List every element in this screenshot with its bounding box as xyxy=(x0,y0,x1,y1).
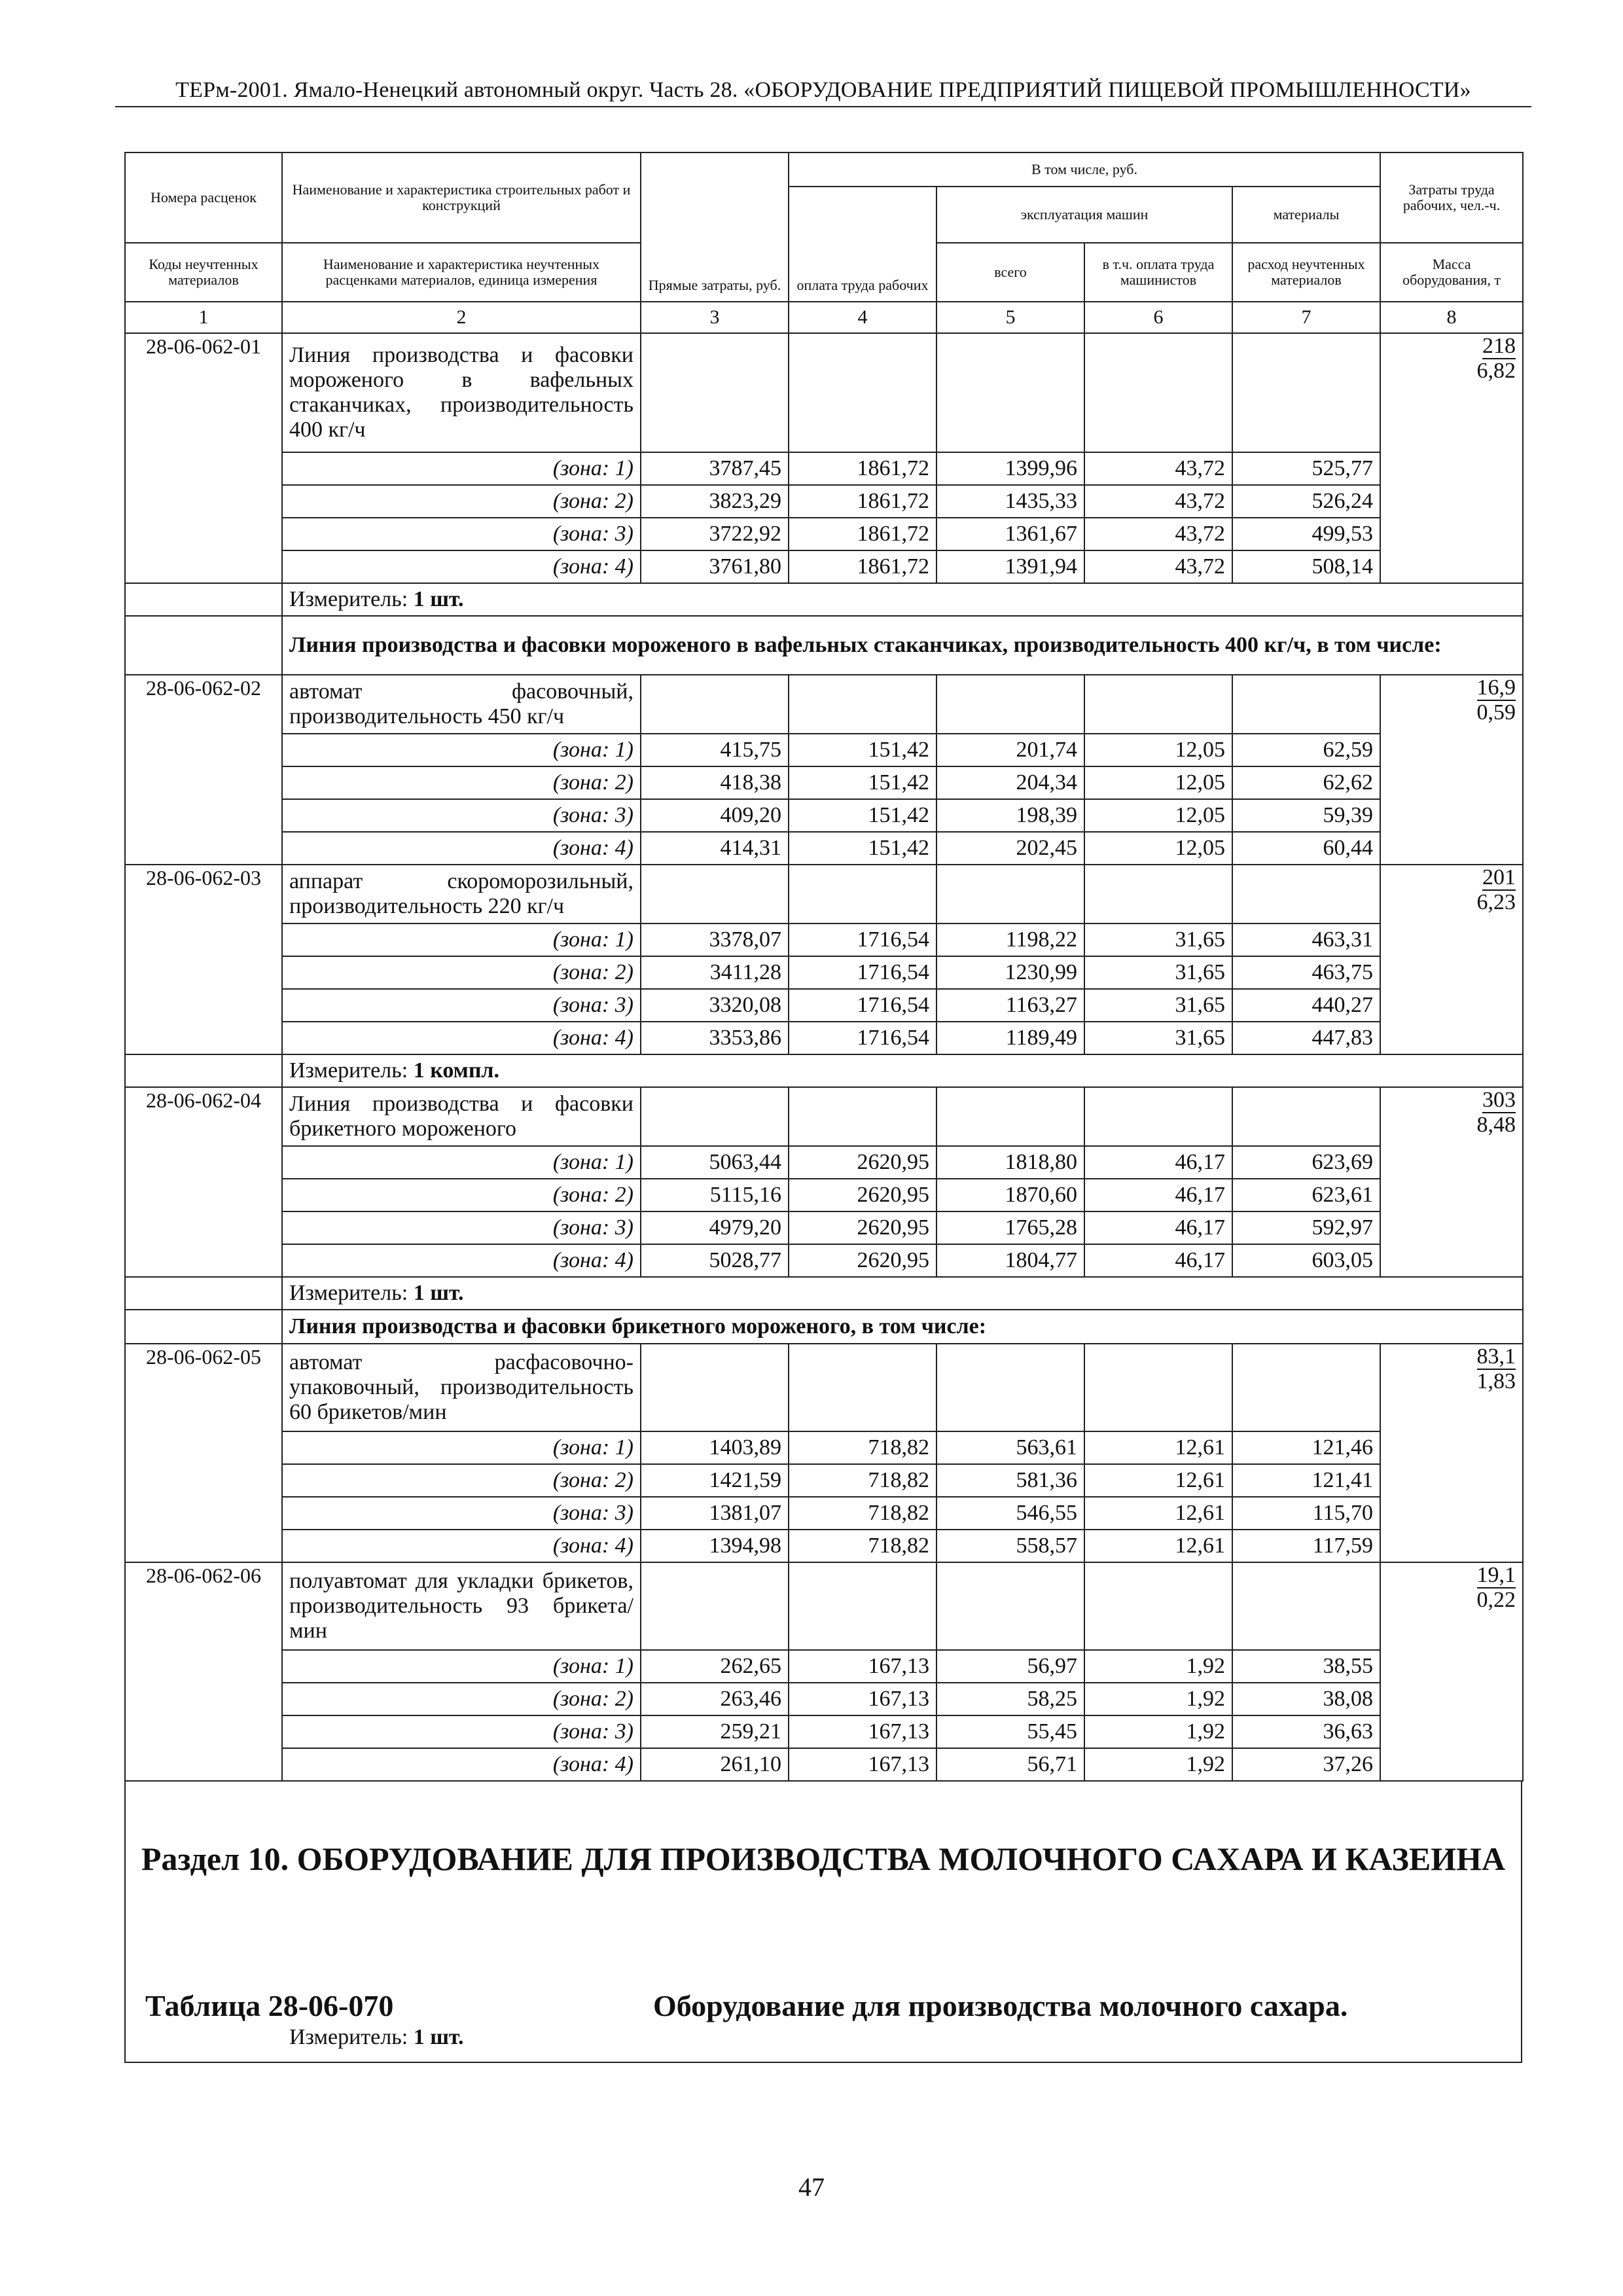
cost-value: 463,75 xyxy=(1232,956,1380,989)
zone-label: (зона: 4) xyxy=(282,1748,641,1781)
col5-header: всего xyxy=(936,243,1084,302)
col2-header: Наименование и характеристика строительных работ и конструкций xyxy=(282,152,641,243)
col-number: 4 xyxy=(789,302,936,333)
empty-cell xyxy=(1084,675,1232,734)
empty-cell xyxy=(789,675,936,734)
col2-subheader: Наименование и характеристика неучтенных расценками материалов, единица измерения xyxy=(282,243,641,302)
cost-value: 1421,59 xyxy=(641,1464,789,1497)
zone-row xyxy=(125,1683,1523,1715)
zone-label: (зона: 2) xyxy=(282,766,641,799)
rate-description: автомат расфасовочно-упаковочный, производительность 60 брикетов/мин xyxy=(282,1344,641,1431)
labor-mass xyxy=(1380,1344,1523,1562)
labor-value: 19,1 xyxy=(1476,1563,1516,1587)
zone-row xyxy=(125,832,1523,865)
zone-row xyxy=(125,1530,1523,1562)
empty-cell xyxy=(936,675,1084,734)
cost-value: 2620,95 xyxy=(789,1179,936,1211)
cost-value: 62,62 xyxy=(1232,766,1380,799)
cost-value: 1,92 xyxy=(1084,1650,1232,1683)
rate-header-row xyxy=(125,675,1523,734)
cost-value: 3722,92 xyxy=(641,518,789,550)
cost-value: 1435,33 xyxy=(936,485,1084,518)
cost-value: 261,10 xyxy=(641,1748,789,1781)
cost-value: 1,92 xyxy=(1084,1715,1232,1748)
col-number: 7 xyxy=(1232,302,1380,333)
cost-value: 31,65 xyxy=(1084,989,1232,1022)
cost-value: 12,05 xyxy=(1084,832,1232,865)
empty-cell xyxy=(1232,675,1380,734)
cost-value: 1391,94 xyxy=(936,550,1084,583)
cost-value: 5115,16 xyxy=(641,1179,789,1211)
empty-cell xyxy=(936,1562,1084,1650)
cost-value: 43,72 xyxy=(1084,550,1232,583)
cost-value: 4979,20 xyxy=(641,1211,789,1244)
rate-header-row xyxy=(125,865,1523,924)
zone-row xyxy=(125,924,1523,956)
group-header: В том числе, руб. xyxy=(789,152,1380,187)
cost-value: 546,55 xyxy=(936,1497,1084,1530)
zone-label: (зона: 4) xyxy=(282,1022,641,1054)
col8-subheader: Масса оборудования, т xyxy=(1380,243,1523,302)
col-number: 6 xyxy=(1084,302,1232,333)
cost-value: 3761,80 xyxy=(641,550,789,583)
zone-row xyxy=(125,1715,1523,1748)
cost-value: 12,61 xyxy=(1084,1530,1232,1562)
zone-label: (зона: 4) xyxy=(282,1530,641,1562)
cost-value: 167,13 xyxy=(789,1748,936,1781)
zone-row xyxy=(125,734,1523,766)
cost-value: 3411,28 xyxy=(641,956,789,989)
cost-value: 1716,54 xyxy=(789,1022,936,1054)
empty-cell xyxy=(125,583,282,616)
empty-cell xyxy=(1084,1344,1232,1431)
empty-cell xyxy=(789,1087,936,1146)
cost-value: 623,61 xyxy=(1232,1179,1380,1211)
cost-value: 440,27 xyxy=(1232,989,1380,1022)
cost-value: 447,83 xyxy=(1232,1022,1380,1054)
cost-value: 1804,77 xyxy=(936,1244,1084,1277)
cost-value: 38,08 xyxy=(1232,1683,1380,1715)
col-number: 1 xyxy=(125,302,282,333)
empty-cell xyxy=(789,1344,936,1431)
rate-description: автомат фасовочный, производительность 450 кг/ч xyxy=(282,675,641,734)
zone-row xyxy=(125,799,1523,832)
zone-label: (зона: 3) xyxy=(282,1715,641,1748)
empty-cell xyxy=(641,1344,789,1431)
cost-value: 623,69 xyxy=(1232,1146,1380,1179)
zone-row xyxy=(125,452,1523,485)
empty-cell xyxy=(789,333,936,452)
zone-label: (зона: 2) xyxy=(282,956,641,989)
zone-row xyxy=(125,550,1523,583)
cost-value: 1765,28 xyxy=(936,1211,1084,1244)
running-header: ТЕРм-2001. Ямало-Ненецкий автономный округ. Часть 28. «ОБОРУДОВАНИЕ ПРЕДПРИЯТИЙ ПИЩЕВОЙ ПРОМЫШЛЕННОСТИ» xyxy=(175,78,1471,102)
unit-value: 1 компл. xyxy=(413,1058,500,1083)
cost-value: 1403,89 xyxy=(641,1431,789,1464)
col8-header: Затраты труда рабочих, чел.-ч. xyxy=(1380,152,1523,243)
zone-row xyxy=(125,1146,1523,1179)
zone-label: (зона: 1) xyxy=(282,924,641,956)
labor-mass xyxy=(1380,1562,1523,1781)
cost-value: 718,82 xyxy=(789,1431,936,1464)
cost-value: 60,44 xyxy=(1232,832,1380,865)
zone-row xyxy=(125,956,1523,989)
cost-value: 43,72 xyxy=(1084,485,1232,518)
col6-header: в т.ч. оплата труда машинистов xyxy=(1084,243,1232,302)
zone-label: (зона: 2) xyxy=(282,1464,641,1497)
cost-value: 499,53 xyxy=(1232,518,1380,550)
rate-code: 28-06-062-05 xyxy=(125,1344,282,1562)
empty-cell xyxy=(641,1562,789,1650)
cost-value: 46,17 xyxy=(1084,1244,1232,1277)
cost-value: 55,45 xyxy=(936,1715,1084,1748)
cost-value: 202,45 xyxy=(936,832,1084,865)
group-title: Линия производства и фасовки брикетного мороженого, в том числе: xyxy=(282,1310,1523,1344)
cost-value: 12,05 xyxy=(1084,766,1232,799)
cost-value: 46,17 xyxy=(1084,1179,1232,1211)
empty-cell xyxy=(641,675,789,734)
labor-mass xyxy=(1380,675,1523,865)
cost-value: 1189,49 xyxy=(936,1022,1084,1054)
empty-cell xyxy=(125,616,282,675)
rate-code: 28-06-062-02 xyxy=(125,675,282,865)
cost-value: 1381,07 xyxy=(641,1497,789,1530)
rates-table xyxy=(124,152,1524,1782)
table-title: Оборудование для производства молочного сахара. xyxy=(653,1989,1348,2022)
cost-value: 12,05 xyxy=(1084,799,1232,832)
col-number: 5 xyxy=(936,302,1084,333)
cost-value: 1716,54 xyxy=(789,924,936,956)
cost-value: 151,42 xyxy=(789,799,936,832)
cost-value: 718,82 xyxy=(789,1530,936,1562)
group-row xyxy=(125,1310,1523,1344)
empty-cell xyxy=(1084,1087,1232,1146)
zone-label: (зона: 1) xyxy=(282,1146,641,1179)
unit-row xyxy=(125,1277,1523,1310)
zone-label: (зона: 1) xyxy=(282,734,641,766)
empty-cell xyxy=(1232,1562,1380,1650)
col3-header: Прямые затраты, руб. xyxy=(641,152,789,302)
empty-cell xyxy=(1084,1562,1232,1650)
cost-value: 3320,08 xyxy=(641,989,789,1022)
cost-value: 1394,98 xyxy=(641,1530,789,1562)
empty-cell xyxy=(641,1087,789,1146)
labor-mass xyxy=(1380,1087,1523,1277)
cost-value: 2620,95 xyxy=(789,1146,936,1179)
zone-row xyxy=(125,1022,1523,1054)
rate-header-row xyxy=(125,333,1523,452)
mass-value: 0,59 xyxy=(1476,700,1516,725)
cost-value: 1,92 xyxy=(1084,1683,1232,1715)
cost-value: 558,57 xyxy=(936,1530,1084,1562)
col-number: 3 xyxy=(641,302,789,333)
zone-label: (зона: 3) xyxy=(282,989,641,1022)
unit-label: Измеритель: xyxy=(289,2025,408,2049)
rate-description: Линия производства и фасовки брикетного мороженого xyxy=(282,1087,641,1146)
cost-value: 62,59 xyxy=(1232,734,1380,766)
cost-value: 31,65 xyxy=(1084,956,1232,989)
rate-code: 28-06-062-01 xyxy=(125,333,282,583)
zone-label: (зона: 4) xyxy=(282,550,641,583)
mass-value: 8,48 xyxy=(1476,1113,1516,1137)
unit-value: 1 шт. xyxy=(413,1281,464,1305)
cost-value: 259,21 xyxy=(641,1715,789,1748)
cost-value: 508,14 xyxy=(1232,550,1380,583)
cost-value: 43,72 xyxy=(1084,518,1232,550)
unit-row xyxy=(125,1054,1523,1087)
cost-value: 31,65 xyxy=(1084,924,1232,956)
cost-value: 2620,95 xyxy=(789,1244,936,1277)
unit-value: 1 шт. xyxy=(413,587,464,611)
cost-value: 151,42 xyxy=(789,832,936,865)
empty-cell xyxy=(936,865,1084,924)
table-unit xyxy=(289,2025,464,2050)
cost-value: 1870,60 xyxy=(936,1179,1084,1211)
table-id: Таблица 28-06-070 xyxy=(145,1989,394,2022)
zone-label: (зона: 1) xyxy=(282,1431,641,1464)
zone-row xyxy=(125,989,1523,1022)
cost-value: 2620,95 xyxy=(789,1211,936,1244)
zone-row xyxy=(125,1431,1523,1464)
cost-value: 3823,29 xyxy=(641,485,789,518)
zone-row xyxy=(125,1244,1523,1277)
cost-value: 12,61 xyxy=(1084,1464,1232,1497)
cost-value: 718,82 xyxy=(789,1464,936,1497)
cost-value: 581,36 xyxy=(936,1464,1084,1497)
rate-code: 28-06-062-06 xyxy=(125,1562,282,1781)
cost-value: 151,42 xyxy=(789,734,936,766)
unit-label: Измеритель: xyxy=(289,1058,408,1083)
cost-value: 1861,72 xyxy=(789,550,936,583)
cost-value: 263,46 xyxy=(641,1683,789,1715)
cost-value: 718,82 xyxy=(789,1497,936,1530)
zone-row xyxy=(125,1464,1523,1497)
mass-value: 1,83 xyxy=(1476,1369,1516,1393)
cost-value: 463,31 xyxy=(1232,924,1380,956)
cost-value: 46,17 xyxy=(1084,1146,1232,1179)
cost-value: 5063,44 xyxy=(641,1146,789,1179)
rate-header-row xyxy=(125,1344,1523,1431)
rate-description: аппарат скороморозильный, производительность 220 кг/ч xyxy=(282,865,641,924)
zone-label: (зона: 3) xyxy=(282,518,641,550)
empty-cell xyxy=(936,1344,1084,1431)
section-title: Раздел 10. ОБОРУДОВАНИЕ ДЛЯ ПРОИЗВОДСТВА МОЛОЧНОГО САХАРА И КАЗЕИНА xyxy=(141,1840,1506,1877)
col1-header: Номера расценок xyxy=(125,152,282,243)
cost-value: 3378,07 xyxy=(641,924,789,956)
cost-value: 38,55 xyxy=(1232,1650,1380,1683)
cost-value: 12,61 xyxy=(1084,1497,1232,1530)
cost-value: 409,20 xyxy=(641,799,789,832)
col1-subheader: Коды неучтенных материалов xyxy=(125,243,282,302)
cost-value: 1361,67 xyxy=(936,518,1084,550)
empty-cell xyxy=(936,1087,1084,1146)
zone-row xyxy=(125,518,1523,550)
zone-row xyxy=(125,1497,1523,1530)
cost-value: 151,42 xyxy=(789,766,936,799)
empty-cell xyxy=(789,1562,936,1650)
cost-value: 525,77 xyxy=(1232,452,1380,485)
unit-value: 1 шт. xyxy=(413,2025,464,2049)
mass-value: 6,82 xyxy=(1476,359,1516,383)
empty-cell xyxy=(641,333,789,452)
cost-value: 1861,72 xyxy=(789,485,936,518)
cost-value: 1230,99 xyxy=(936,956,1084,989)
page-number: 47 xyxy=(798,2172,825,2202)
machines-header: эксплуатация машин xyxy=(936,187,1232,243)
cost-value: 198,39 xyxy=(936,799,1084,832)
zone-label: (зона: 1) xyxy=(282,452,641,485)
empty-cell xyxy=(1232,1344,1380,1431)
empty-cell xyxy=(1232,1087,1380,1146)
zone-label: (зона: 2) xyxy=(282,1179,641,1211)
unit-cell xyxy=(282,583,1523,616)
rate-code: 28-06-062-03 xyxy=(125,865,282,1054)
cost-value: 58,25 xyxy=(936,1683,1084,1715)
unit-cell xyxy=(282,1054,1523,1087)
cost-value: 526,24 xyxy=(1232,485,1380,518)
empty-cell xyxy=(1084,865,1232,924)
cost-value: 5028,77 xyxy=(641,1244,789,1277)
cost-value: 115,70 xyxy=(1232,1497,1380,1530)
cost-value: 121,41 xyxy=(1232,1464,1380,1497)
cost-value: 167,13 xyxy=(789,1715,936,1748)
labor-value: 303 xyxy=(1482,1088,1516,1112)
cost-value: 56,97 xyxy=(936,1650,1084,1683)
zone-label: (зона: 2) xyxy=(282,1683,641,1715)
materials-header: материалы xyxy=(1232,187,1380,243)
unit-label: Измеритель: xyxy=(289,587,408,611)
empty-cell xyxy=(1232,865,1380,924)
mass-value: 0,22 xyxy=(1476,1588,1516,1612)
cost-value: 414,31 xyxy=(641,832,789,865)
cost-value: 12,05 xyxy=(1084,734,1232,766)
cost-value: 1716,54 xyxy=(789,956,936,989)
unit-cell xyxy=(282,1277,1523,1310)
cost-value: 37,26 xyxy=(1232,1748,1380,1781)
rate-code: 28-06-062-04 xyxy=(125,1087,282,1277)
empty-cell xyxy=(936,333,1084,452)
zone-label: (зона: 3) xyxy=(282,1211,641,1244)
cost-value: 56,71 xyxy=(936,1748,1084,1781)
cost-value: 1818,80 xyxy=(936,1146,1084,1179)
cost-value: 167,13 xyxy=(789,1650,936,1683)
cost-value: 167,13 xyxy=(789,1683,936,1715)
zone-label: (зона: 2) xyxy=(282,485,641,518)
zone-row xyxy=(125,1650,1523,1683)
cost-value: 3353,86 xyxy=(641,1022,789,1054)
rate-header-row xyxy=(125,1087,1523,1146)
cost-value: 204,34 xyxy=(936,766,1084,799)
cost-value: 1,92 xyxy=(1084,1748,1232,1781)
section-box xyxy=(124,1782,1522,2063)
cost-value: 43,72 xyxy=(1084,452,1232,485)
cost-value: 1861,72 xyxy=(789,452,936,485)
cost-value: 1163,27 xyxy=(936,989,1084,1022)
cost-value: 12,61 xyxy=(1084,1431,1232,1464)
empty-cell xyxy=(1084,333,1232,452)
cost-value: 1399,96 xyxy=(936,452,1084,485)
rate-header-row xyxy=(125,1562,1523,1650)
empty-cell xyxy=(1232,333,1380,452)
cost-value: 1716,54 xyxy=(789,989,936,1022)
labor-value: 201 xyxy=(1482,865,1516,889)
zone-row xyxy=(125,766,1523,799)
zone-row xyxy=(125,1179,1523,1211)
cost-value: 46,17 xyxy=(1084,1211,1232,1244)
cost-value: 262,65 xyxy=(641,1650,789,1683)
cost-value: 3787,45 xyxy=(641,452,789,485)
cost-value: 1861,72 xyxy=(789,518,936,550)
zone-row xyxy=(125,1748,1523,1781)
mass-value: 6,23 xyxy=(1476,890,1516,914)
cost-value: 117,59 xyxy=(1232,1530,1380,1562)
col4-header: оплата труда рабочих xyxy=(789,187,936,302)
labor-mass xyxy=(1380,865,1523,1054)
zone-label: (зона: 3) xyxy=(282,799,641,832)
zone-row xyxy=(125,485,1523,518)
cost-value: 592,97 xyxy=(1232,1211,1380,1244)
cost-value: 415,75 xyxy=(641,734,789,766)
rate-description: полуавтомат для укладки брикетов, производительность 93 брикета/мин xyxy=(282,1562,641,1650)
cost-value: 603,05 xyxy=(1232,1244,1380,1277)
zone-label: (зона: 4) xyxy=(282,1244,641,1277)
cost-value: 36,63 xyxy=(1232,1715,1380,1748)
zone-label: (зона: 3) xyxy=(282,1497,641,1530)
labor-value: 218 xyxy=(1482,334,1516,358)
col-number: 2 xyxy=(282,302,641,333)
labor-value: 16,9 xyxy=(1476,675,1516,700)
cost-value: 1198,22 xyxy=(936,924,1084,956)
col7-header: расход неучтенных материалов xyxy=(1232,243,1380,302)
unit-label: Измеритель: xyxy=(289,1281,408,1305)
header-rule xyxy=(115,106,1531,107)
group-row xyxy=(125,616,1523,675)
unit-row xyxy=(125,583,1523,616)
col-number: 8 xyxy=(1380,302,1523,333)
cost-value: 31,65 xyxy=(1084,1022,1232,1054)
rate-description: Линия производства и фасовки мороженого в вафельных стаканчиках, производительность 400 кг/ч xyxy=(282,333,641,452)
cost-value: 121,46 xyxy=(1232,1431,1380,1464)
empty-cell xyxy=(125,1277,282,1310)
empty-cell xyxy=(641,865,789,924)
labor-mass xyxy=(1380,333,1523,583)
cost-value: 201,74 xyxy=(936,734,1084,766)
empty-cell xyxy=(125,1054,282,1087)
cost-value: 59,39 xyxy=(1232,799,1380,832)
empty-cell xyxy=(789,865,936,924)
labor-value: 83,1 xyxy=(1476,1344,1516,1369)
zone-label: (зона: 4) xyxy=(282,832,641,865)
cost-value: 563,61 xyxy=(936,1431,1084,1464)
group-title: Линия производства и фасовки мороженого в вафельных стаканчиках, производительность 400 кг/ч, в том числе: xyxy=(282,616,1523,675)
empty-cell xyxy=(125,1310,282,1344)
zone-label: (зона: 1) xyxy=(282,1650,641,1683)
zone-row xyxy=(125,1211,1523,1244)
cost-value: 418,38 xyxy=(641,766,789,799)
